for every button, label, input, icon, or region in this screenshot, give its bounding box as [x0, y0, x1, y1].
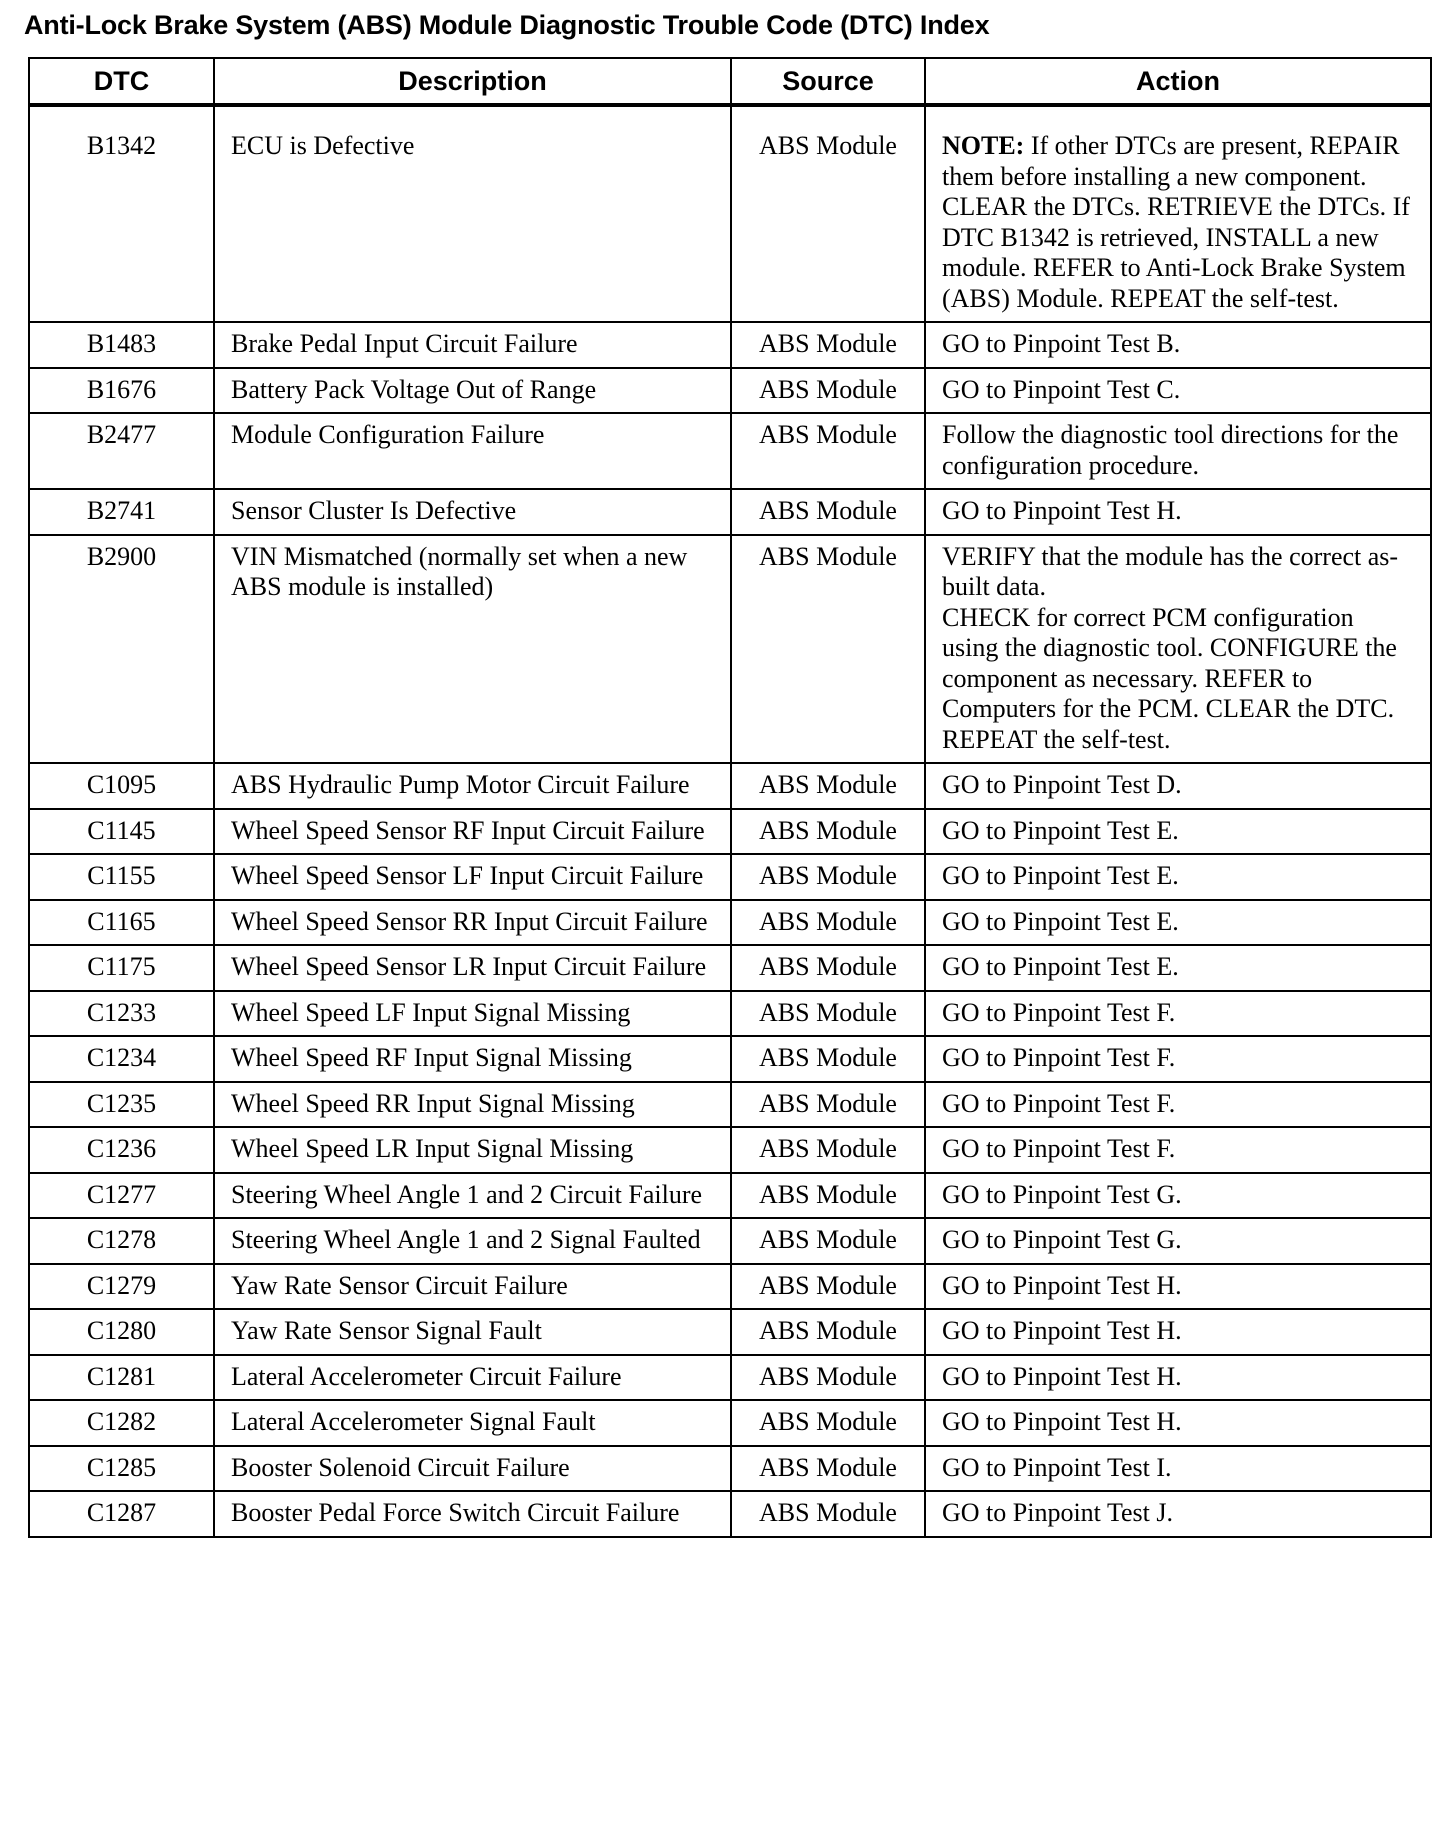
action-cell: [925, 535, 1431, 764]
action-line: GO to Pinpoint Test E.: [942, 815, 1179, 845]
action-cell: [925, 1400, 1431, 1446]
action-line: VERIFY that the module has the correct as-built data.: [942, 541, 1399, 601]
action-line: CLEAR the DTCs. RETRIEVE the DTCs. If DTC B1342 is retrieved, INSTALL a new module. REFER to Anti-Lock Brake System (ABS) Module. REPEAT the self-test.: [942, 192, 1410, 313]
action-cell: [925, 763, 1431, 809]
table-row: [29, 1218, 1431, 1264]
dtc-code-cell: B2900: [29, 535, 214, 764]
action-line: GO to Pinpoint Test I.: [942, 1452, 1172, 1482]
action-text: If other DTCs are present, REPAIR them before installing a new component.: [942, 131, 1400, 191]
action-line: CHECK for correct PCM configuration using the diagnostic tool. CONFIGURE the component as necessary. REFER to Computers for the PCM. CLEAR the DTC. REPEAT the self-test.: [942, 602, 1397, 754]
action-line: GO to Pinpoint Test B.: [942, 329, 1181, 358]
source-cell: ABS Module: [731, 991, 925, 1037]
description-cell: Steering Wheel Angle 1 and 2 Circuit Failure: [214, 1173, 731, 1219]
description-cell: Yaw Rate Sensor Circuit Failure: [214, 1264, 731, 1310]
description-cell: Brake Pedal Input Circuit Failure: [214, 322, 731, 368]
description-cell: Wheel Speed RF Input Signal Missing: [214, 1036, 731, 1082]
action-cell: [925, 809, 1431, 855]
column-header-action: Action: [925, 58, 1431, 105]
action-cell: [925, 945, 1431, 991]
table-row: [29, 900, 1431, 946]
action-cell: [925, 322, 1431, 368]
action-line: GO to Pinpoint Test H.: [942, 1361, 1182, 1391]
table-row: [29, 945, 1431, 991]
action-cell: [925, 1082, 1431, 1128]
description-cell: Wheel Speed Sensor LF Input Circuit Failure: [214, 854, 731, 900]
dtc-code-cell: C1285: [29, 1446, 214, 1492]
dtc-code-cell: B1676: [29, 368, 214, 414]
table-header-row: [29, 58, 1431, 105]
dtc-code-cell: C1175: [29, 945, 214, 991]
dtc-code-cell: B1483: [29, 322, 214, 368]
table-row: [29, 322, 1431, 368]
description-cell: Wheel Speed Sensor LR Input Circuit Failure: [214, 945, 731, 991]
table-row: [29, 1309, 1431, 1355]
table-row: [29, 535, 1431, 764]
dtc-code-cell: B2477: [29, 413, 214, 489]
dtc-code-cell: C1234: [29, 1036, 214, 1082]
action-line: GO to Pinpoint Test C.: [942, 374, 1181, 404]
source-cell: ABS Module: [731, 535, 925, 764]
source-cell: ABS Module: [731, 1264, 925, 1310]
description-cell: Wheel Speed LR Input Signal Missing: [214, 1127, 731, 1173]
table-row: [29, 368, 1431, 414]
action-cell: [925, 1264, 1431, 1310]
action-cell: [925, 991, 1431, 1037]
description-cell: Wheel Speed RR Input Signal Missing: [214, 1082, 731, 1128]
description-cell: ECU is Defective: [214, 105, 731, 322]
description-cell: Lateral Accelerometer Circuit Failure: [214, 1355, 731, 1401]
dtc-code-cell: C1145: [29, 809, 214, 855]
action-cell: [925, 368, 1431, 414]
table-row: [29, 1082, 1431, 1128]
action-line: GO to Pinpoint Test J.: [942, 1498, 1174, 1527]
source-cell: ABS Module: [731, 1127, 925, 1173]
source-cell: ABS Module: [731, 1082, 925, 1128]
dtc-code-cell: C1165: [29, 900, 214, 946]
action-line: GO to Pinpoint Test H.: [942, 1270, 1182, 1300]
source-cell: ABS Module: [731, 105, 925, 322]
dtc-code-cell: B2741: [29, 489, 214, 535]
dtc-code-cell: C1233: [29, 991, 214, 1037]
action-line: GO to Pinpoint Test F.: [942, 1043, 1176, 1072]
dtc-code-cell: C1278: [29, 1218, 214, 1264]
action-line: GO to Pinpoint Test E.: [942, 861, 1179, 890]
action-line: GO to Pinpoint Test F.: [942, 997, 1176, 1027]
source-cell: ABS Module: [731, 322, 925, 368]
action-cell: [925, 1309, 1431, 1355]
table-row: [29, 1127, 1431, 1173]
dtc-code-cell: C1095: [29, 763, 214, 809]
description-cell: Yaw Rate Sensor Signal Fault: [214, 1309, 731, 1355]
source-cell: ABS Module: [731, 900, 925, 946]
dtc-code-cell: C1279: [29, 1264, 214, 1310]
source-cell: ABS Module: [731, 1309, 925, 1355]
action-cell: [925, 413, 1431, 489]
source-cell: ABS Module: [731, 1446, 925, 1492]
table-row: [29, 1264, 1431, 1310]
source-cell: ABS Module: [731, 809, 925, 855]
source-cell: ABS Module: [731, 945, 925, 991]
action-line: GO to Pinpoint Test F.: [942, 1134, 1176, 1163]
table-row: [29, 1400, 1431, 1446]
source-cell: ABS Module: [731, 854, 925, 900]
column-header-source: Source: [731, 58, 925, 105]
action-line: GO to Pinpoint Test H.: [942, 1316, 1182, 1345]
column-header-dtc: DTC: [29, 58, 214, 105]
action-line: GO to Pinpoint Test F.: [942, 1088, 1176, 1118]
table-row: [29, 854, 1431, 900]
source-cell: ABS Module: [731, 368, 925, 414]
description-cell: Sensor Cluster Is Defective: [214, 489, 731, 535]
table-row: [29, 1355, 1431, 1401]
dtc-code-cell: C1281: [29, 1355, 214, 1401]
dtc-code-cell: C1236: [29, 1127, 214, 1173]
source-cell: ABS Module: [731, 489, 925, 535]
description-cell: Steering Wheel Angle 1 and 2 Signal Faulted: [214, 1218, 731, 1264]
action-cell: [925, 1491, 1431, 1537]
action-line: GO to Pinpoint Test E.: [942, 906, 1179, 936]
description-cell: Battery Pack Voltage Out of Range: [214, 368, 731, 414]
dtc-code-cell: C1287: [29, 1491, 214, 1537]
dtc-index-table: [28, 57, 1432, 1538]
page-title: Anti-Lock Brake System (ABS) Module Diagnostic Trouble Code (DTC) Index: [24, 10, 990, 40]
table-row: [29, 991, 1431, 1037]
action-cell: [925, 489, 1431, 535]
dtc-code-cell: B1342: [29, 105, 214, 322]
source-cell: ABS Module: [731, 1400, 925, 1446]
action-line: GO to Pinpoint Test H.: [942, 496, 1182, 525]
action-cell: [925, 1446, 1431, 1492]
source-cell: ABS Module: [731, 763, 925, 809]
column-header-description: Description: [214, 58, 731, 105]
table-row: [29, 1491, 1431, 1537]
table-body: [29, 105, 1431, 1537]
table-row: [29, 1446, 1431, 1492]
description-cell: Wheel Speed LF Input Signal Missing: [214, 991, 731, 1037]
source-cell: ABS Module: [731, 1173, 925, 1219]
table-row: [29, 105, 1431, 322]
note-label: NOTE:: [942, 131, 1025, 160]
action-cell: [925, 900, 1431, 946]
source-cell: ABS Module: [731, 1036, 925, 1082]
description-cell: VIN Mismatched (normally set when a new ABS module is installed): [214, 535, 731, 764]
table-row: [29, 1173, 1431, 1219]
description-cell: Module Configuration Failure: [214, 413, 731, 489]
action-cell: [925, 1127, 1431, 1173]
description-cell: Wheel Speed Sensor RR Input Circuit Failure: [214, 900, 731, 946]
source-cell: ABS Module: [731, 1491, 925, 1537]
source-cell: ABS Module: [731, 413, 925, 489]
dtc-code-cell: C1235: [29, 1082, 214, 1128]
action-line: GO to Pinpoint Test G.: [942, 1179, 1182, 1209]
action-cell: [925, 105, 1431, 322]
source-cell: ABS Module: [731, 1218, 925, 1264]
table-row: [29, 1036, 1431, 1082]
dtc-code-cell: C1282: [29, 1400, 214, 1446]
action-line: Follow the diagnostic tool directions for the configuration procedure.: [942, 420, 1399, 480]
description-cell: Booster Solenoid Circuit Failure: [214, 1446, 731, 1492]
table-row: [29, 489, 1431, 535]
source-cell: ABS Module: [731, 1355, 925, 1401]
dtc-code-cell: C1155: [29, 854, 214, 900]
description-cell: Wheel Speed Sensor RF Input Circuit Failure: [214, 809, 731, 855]
description-cell: Booster Pedal Force Switch Circuit Failure: [214, 1491, 731, 1537]
action-cell: [925, 1218, 1431, 1264]
action-cell: [925, 854, 1431, 900]
action-cell: [925, 1036, 1431, 1082]
action-line: GO to Pinpoint Test G.: [942, 1225, 1182, 1254]
action-line: [942, 131, 1416, 192]
dtc-code-cell: C1277: [29, 1173, 214, 1219]
description-cell: Lateral Accelerometer Signal Fault: [214, 1400, 731, 1446]
action-line: GO to Pinpoint Test D.: [942, 770, 1182, 799]
dtc-code-cell: C1280: [29, 1309, 214, 1355]
table-row: [29, 809, 1431, 855]
action-line: GO to Pinpoint Test H.: [942, 1407, 1182, 1436]
action-cell: [925, 1173, 1431, 1219]
description-cell: ABS Hydraulic Pump Motor Circuit Failure: [214, 763, 731, 809]
action-cell: [925, 1355, 1431, 1401]
action-line: GO to Pinpoint Test E.: [942, 952, 1179, 981]
table-row: [29, 763, 1431, 809]
table-row: [29, 413, 1431, 489]
